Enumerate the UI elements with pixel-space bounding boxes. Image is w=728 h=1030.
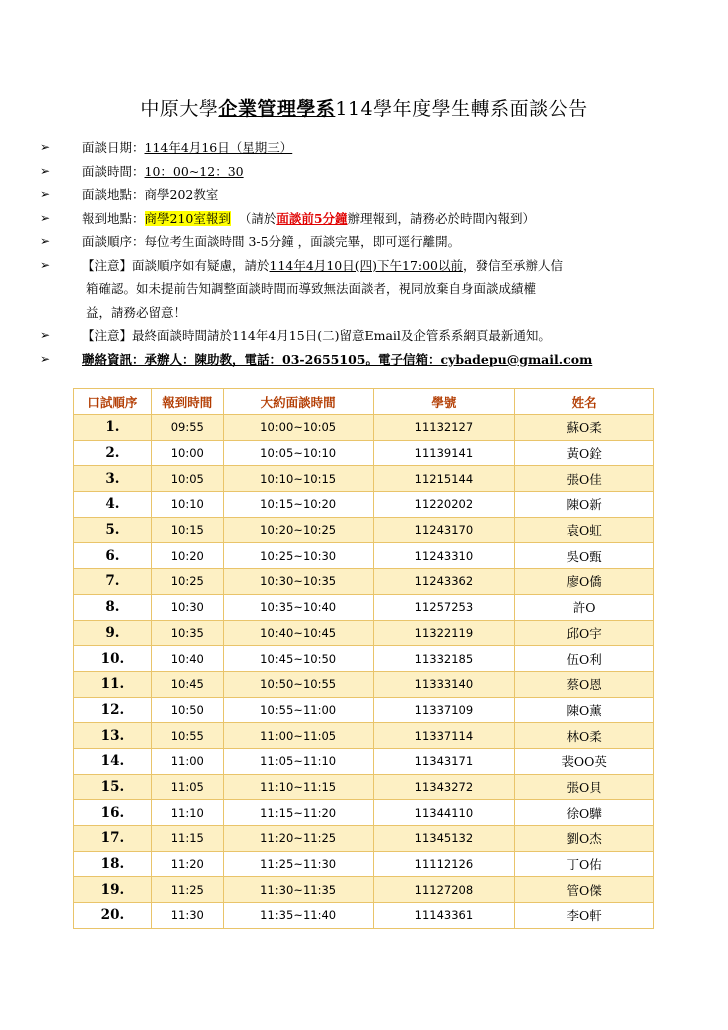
cell-order: 2. bbox=[74, 440, 152, 466]
bullet-time bbox=[40, 160, 690, 184]
notice1-pre: 【注意】面談順序如有疑慮，請於 bbox=[82, 257, 270, 273]
cell-slot: 10:20~10:25 bbox=[223, 517, 373, 543]
cell-name: 伍O利 bbox=[515, 646, 654, 672]
table-row bbox=[74, 517, 654, 543]
cell-name: 劉O杰 bbox=[515, 826, 654, 852]
table-row bbox=[74, 723, 654, 749]
order-text: 面談順序：每位考生面談時間 3-5分鐘 ，面談完畢，即可逕行離開。 bbox=[82, 234, 461, 249]
cell-order: 12. bbox=[74, 697, 152, 723]
table-row bbox=[74, 620, 654, 646]
report-note-red: 面談前5分鐘 bbox=[276, 210, 348, 226]
cell-checkin: 10:05 bbox=[151, 466, 223, 492]
cell-order: 3. bbox=[74, 466, 152, 492]
cell-name: 廖O僑 bbox=[515, 569, 654, 595]
cell-name: 黃O銓 bbox=[515, 440, 654, 466]
arrow-bullet-icon: ➢ bbox=[40, 328, 51, 342]
cell-order: 7. bbox=[74, 569, 152, 595]
cell-name: 林O柔 bbox=[515, 723, 654, 749]
cell-checkin: 11:30 bbox=[151, 903, 223, 929]
cell-slot: 11:00~11:05 bbox=[223, 723, 373, 749]
cell-order: 8. bbox=[74, 594, 152, 620]
cell-student-id: 11243170 bbox=[373, 517, 515, 543]
cell-student-id: 11322119 bbox=[373, 620, 515, 646]
cell-order: 10. bbox=[74, 646, 152, 672]
cell-slot: 10:10~10:15 bbox=[223, 466, 373, 492]
cell-slot: 10:30~10:35 bbox=[223, 569, 373, 595]
table-row bbox=[74, 877, 654, 903]
time-label: 面談時間： bbox=[82, 163, 145, 179]
cell-name: 袁O虹 bbox=[515, 517, 654, 543]
cell-student-id: 11337114 bbox=[373, 723, 515, 749]
cell-name: 李O軒 bbox=[515, 903, 654, 929]
table-body bbox=[74, 415, 654, 929]
date-value: 114年4月16日（星期三） bbox=[144, 140, 293, 155]
title-dept: 企業管理學系 bbox=[218, 98, 336, 120]
cell-order: 18. bbox=[74, 851, 152, 877]
cell-name: 吳O甄 bbox=[515, 543, 654, 569]
cell-checkin: 11:00 bbox=[151, 748, 223, 774]
place-label: 面談地點： bbox=[82, 187, 145, 202]
cell-student-id: 11337109 bbox=[373, 697, 515, 723]
table-row bbox=[74, 800, 654, 826]
bullet-notice-2 bbox=[40, 324, 690, 348]
cell-checkin: 10:00 bbox=[151, 440, 223, 466]
cell-order: 4. bbox=[74, 492, 152, 518]
bullet-date bbox=[40, 136, 690, 160]
cell-name: 張O佳 bbox=[515, 466, 654, 492]
table-row bbox=[74, 851, 654, 877]
cell-student-id: 11132127 bbox=[373, 415, 515, 441]
cell-slot: 10:45~10:50 bbox=[223, 646, 373, 672]
cell-name: 裴OO英 bbox=[515, 748, 654, 774]
cell-student-id: 11333140 bbox=[373, 671, 515, 697]
bullet-contact bbox=[40, 348, 690, 372]
arrow-bullet-icon: ➢ bbox=[40, 163, 51, 178]
cell-student-id: 11332185 bbox=[373, 646, 515, 672]
cell-slot: 11:25~11:30 bbox=[223, 851, 373, 877]
table-row bbox=[74, 697, 654, 723]
table-row bbox=[74, 671, 654, 697]
place-value: 商學202教室 bbox=[144, 187, 219, 202]
cell-order: 6. bbox=[74, 543, 152, 569]
header-checkin: 報到時間 bbox=[151, 389, 223, 415]
report-value: 商學210室報到 bbox=[144, 210, 231, 226]
cell-slot: 10:25~10:30 bbox=[223, 543, 373, 569]
cell-slot: 10:50~10:55 bbox=[223, 671, 373, 697]
arrow-bullet-icon: ➢ bbox=[40, 257, 51, 272]
arrow-bullet-icon: ➢ bbox=[40, 187, 51, 201]
page-title bbox=[0, 94, 728, 121]
cell-checkin: 11:10 bbox=[151, 800, 223, 826]
cell-checkin: 11:15 bbox=[151, 826, 223, 852]
table-row bbox=[74, 415, 654, 441]
cell-student-id: 11139141 bbox=[373, 440, 515, 466]
table-row bbox=[74, 466, 654, 492]
bullet-place bbox=[40, 183, 690, 207]
cell-order: 17. bbox=[74, 826, 152, 852]
table-row bbox=[74, 594, 654, 620]
interview-schedule-table bbox=[73, 388, 654, 929]
cell-name: 蘇O柔 bbox=[515, 415, 654, 441]
cell-checkin: 10:45 bbox=[151, 671, 223, 697]
cell-name: 丁O佑 bbox=[515, 851, 654, 877]
bullet-report bbox=[40, 207, 690, 231]
report-note-post: 辦理報到，請務必於時間內報到） bbox=[347, 210, 536, 226]
cell-name: 陳O薰 bbox=[515, 697, 654, 723]
cell-name: 許O bbox=[515, 594, 654, 620]
cell-checkin: 10:50 bbox=[151, 697, 223, 723]
table-row bbox=[74, 569, 654, 595]
cell-slot: 11:20~11:25 bbox=[223, 826, 373, 852]
cell-slot: 10:35~10:40 bbox=[223, 594, 373, 620]
cell-student-id: 11112126 bbox=[373, 851, 515, 877]
cell-order: 15. bbox=[74, 774, 152, 800]
cell-student-id: 11345132 bbox=[373, 826, 515, 852]
cell-order: 16. bbox=[74, 800, 152, 826]
arrow-bullet-icon: ➢ bbox=[40, 234, 51, 248]
cell-order: 13. bbox=[74, 723, 152, 749]
header-order: 口試順序 bbox=[74, 389, 152, 415]
notice1-deadline: 114年4月10日(四)下午17:00以前 bbox=[269, 257, 464, 273]
cell-slot: 11:05~11:10 bbox=[223, 748, 373, 774]
cell-order: 19. bbox=[74, 877, 152, 903]
cell-name: 管O傑 bbox=[515, 877, 654, 903]
cell-checkin: 10:55 bbox=[151, 723, 223, 749]
cell-student-id: 11220202 bbox=[373, 492, 515, 518]
cell-order: 1. bbox=[74, 415, 152, 441]
report-label: 報到地點： bbox=[82, 210, 145, 226]
table-row bbox=[74, 774, 654, 800]
cell-student-id: 11343272 bbox=[373, 774, 515, 800]
cell-order: 14. bbox=[74, 748, 152, 774]
title-prefix: 中原大學 bbox=[140, 98, 219, 120]
cell-student-id: 11127208 bbox=[373, 877, 515, 903]
cell-checkin: 10:35 bbox=[151, 620, 223, 646]
cell-checkin: 10:25 bbox=[151, 569, 223, 595]
contact-text: 聯絡資訊：承辦人：陳助教，電話：03-2655105。電子信箱：cybadepu@gmail.com bbox=[82, 351, 593, 367]
header-student-id: 學號 bbox=[373, 389, 515, 415]
cell-student-id: 11343171 bbox=[373, 748, 515, 774]
header-slot: 大約面談時間 bbox=[223, 389, 373, 415]
bullet-order bbox=[40, 230, 690, 254]
table-header-row bbox=[74, 389, 654, 415]
time-value: 10：00~12：30 bbox=[144, 163, 244, 179]
cell-checkin: 11:25 bbox=[151, 877, 223, 903]
table-row bbox=[74, 646, 654, 672]
cell-slot: 11:30~11:35 bbox=[223, 877, 373, 903]
cell-name: 陳O新 bbox=[515, 492, 654, 518]
table-row bbox=[74, 440, 654, 466]
cell-student-id: 11344110 bbox=[373, 800, 515, 826]
cell-student-id: 11243362 bbox=[373, 569, 515, 595]
cell-checkin: 09:55 bbox=[151, 415, 223, 441]
cell-order: 20. bbox=[74, 903, 152, 929]
cell-slot: 10:05~10:10 bbox=[223, 440, 373, 466]
cell-order: 9. bbox=[74, 620, 152, 646]
arrow-bullet-icon: ➢ bbox=[40, 210, 51, 225]
cell-slot: 11:35~11:40 bbox=[223, 903, 373, 929]
cell-slot: 10:40~10:45 bbox=[223, 620, 373, 646]
announcement-bullets bbox=[40, 136, 690, 371]
cell-slot: 10:15~10:20 bbox=[223, 492, 373, 518]
cell-checkin: 10:15 bbox=[151, 517, 223, 543]
cell-slot: 10:00~10:05 bbox=[223, 415, 373, 441]
report-note-pre: （請於 bbox=[238, 210, 277, 226]
cell-name: 邱O宇 bbox=[515, 620, 654, 646]
notice1-post: ，發信至承辦人信 bbox=[463, 257, 564, 273]
cell-order: 11. bbox=[74, 671, 152, 697]
notice2-text: 【注意】最終面談時間請於114年4月15日(二)留意Email及企管系系網頁最新通知。 bbox=[82, 328, 551, 343]
cell-student-id: 11215144 bbox=[373, 466, 515, 492]
cell-checkin: 10:30 bbox=[151, 594, 223, 620]
table-row bbox=[74, 826, 654, 852]
cell-checkin: 10:10 bbox=[151, 492, 223, 518]
cell-name: 徐O驊 bbox=[515, 800, 654, 826]
cell-checkin: 11:05 bbox=[151, 774, 223, 800]
cell-order: 5. bbox=[74, 517, 152, 543]
cell-student-id: 11243310 bbox=[373, 543, 515, 569]
notice1-line3: 益，請務必留意！ bbox=[86, 304, 187, 320]
cell-student-id: 11257253 bbox=[373, 594, 515, 620]
cell-slot: 11:15~11:20 bbox=[223, 800, 373, 826]
bullet-notice-1 bbox=[40, 254, 690, 278]
cell-checkin: 10:20 bbox=[151, 543, 223, 569]
title-suffix: 114學年度學生轉系面談公告 bbox=[335, 98, 588, 120]
table-row bbox=[74, 903, 654, 929]
table-row bbox=[74, 543, 654, 569]
cell-student-id: 11143361 bbox=[373, 903, 515, 929]
cell-name: 蔡O恩 bbox=[515, 671, 654, 697]
table-row bbox=[74, 492, 654, 518]
arrow-bullet-icon: ➢ bbox=[40, 140, 51, 154]
cell-slot: 11:10~11:15 bbox=[223, 774, 373, 800]
cell-checkin: 10:40 bbox=[151, 646, 223, 672]
header-name: 姓名 bbox=[515, 389, 654, 415]
notice1-line2: 箱確認。如未提前告知調整面談時間而導致無法面談者，視同放棄自身面談成績權 bbox=[86, 281, 537, 296]
cell-checkin: 11:20 bbox=[151, 851, 223, 877]
cell-slot: 10:55~11:00 bbox=[223, 697, 373, 723]
table-row bbox=[74, 748, 654, 774]
arrow-bullet-icon: ➢ bbox=[40, 351, 51, 366]
date-label: 面談日期： bbox=[82, 140, 145, 155]
cell-name: 張O貝 bbox=[515, 774, 654, 800]
